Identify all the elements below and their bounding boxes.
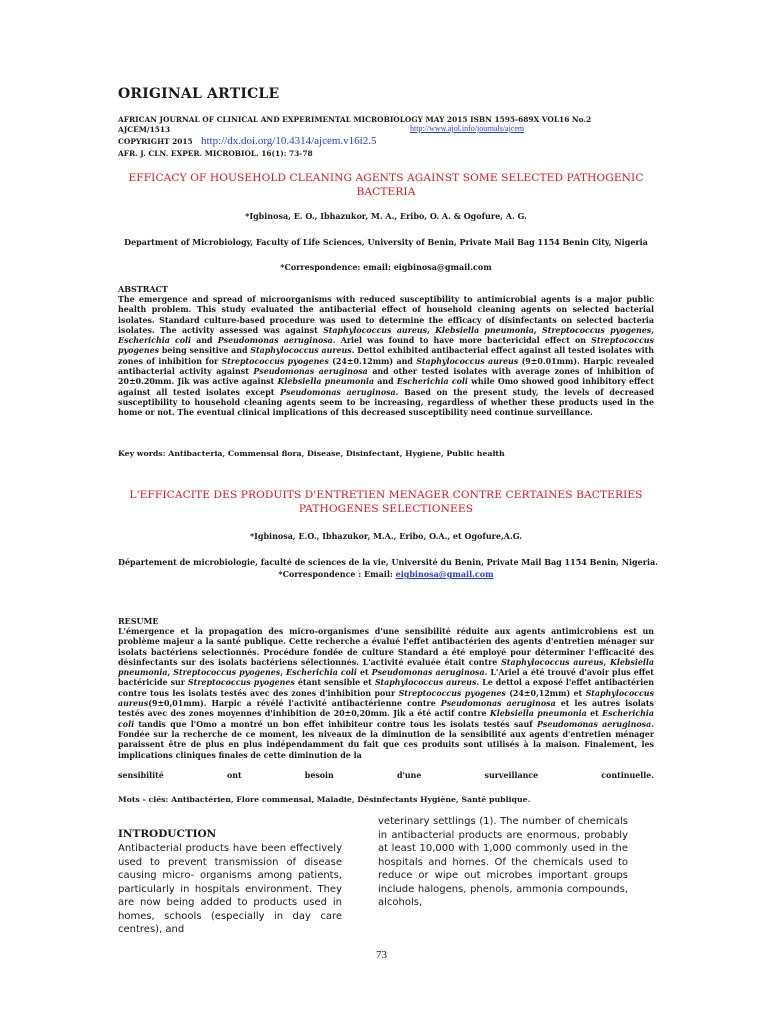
ajcem-id: AJCEM/1513 <box>118 125 171 134</box>
french-title-line-2: PATHOGENES SELECTIONEES <box>298 503 474 515</box>
introduction-column-1: Antibacterial products have been effectively used to prevent transmission of disease causing micro- organisms among patients, particularly in hospitals environment. They are now being added to products used in homes, schools (especially in day care centres), and <box>118 843 342 935</box>
article-type-heading: ORIGINAL ARTICLE <box>118 86 280 102</box>
journal-line: AFRICAN JOURNAL OF CLINICAL AND EXPERIMENTAL MICROBIOLOGY MAY 2015 ISBN 1595-689X VOL16 No.2 <box>118 115 592 124</box>
french-title-line-1: L'EFFICACITE DES PRODUITS D'ENTRETIEN MENAGER CONTRE CERTAINES BACTERIES <box>129 489 643 501</box>
page-number: 73 <box>376 949 387 961</box>
english-keywords: Key words: Antibacteria, Commensal flora, Disease, Disinfectant, Hygiene, Public health <box>118 449 505 458</box>
french-affiliation: Département de microbiologie, faculté de sciences de la vie, Université du Benin, Private Mail Bag 1154 Benin, Nigeria. <box>118 557 658 567</box>
french-authors: *Igbinosa, E.O., Ibhazukor, M.A., Eribo, O.A., et Ogofure,A.G. <box>249 531 523 541</box>
citation: AFR. J. CLN. EXPER. MICROBIOL. 16(1): 73-78 <box>118 149 313 158</box>
resume-body: L'émergence et la propagation des micro-organismes d'une sensibilité réduite aux agents antimicrobiens est un problème majeur a la santé publique. Cette recherche a évalué l'effet antibactérien des agents d'entretien ménager sur isolats bactériens selectionnés. Procédure fondée de culture Standard a été employé pour déterminer l'efficacité des désinfectants sur des isolats bactériens sélectionnés. L'activité evaluée était contre Staphylococcus aureus, Klebsiella pneumonia, Streptococcus pyogenes, Escherichia coli et Pseudomonas aeruginosa. L'Ariel a été trouvé d'avoir plus effet bactéricide sur Streptococcus pyogenes étant sensible et Staphylococcus aureus. Le dettol a exposé l'effet antibactérien contre tous les isolats testés avec des zones d'inhibition pour Streptococcus pyogenes (24±0,12mm) et Staphylococcus aureus(9±0,01mm). Harpic a révélé l'activité antibactérienne contre Pseudomonas aeruginosa et les autres isolats testés avec des zones moyennes d'inhibition de 20±0,20mm. Jik a été actif contre Klebsiella pneumonia et Escherichia coli tandis que l'Omo a montré un bon effet inhibiteur contre tous les isolats testés sauf Pseudomonas aeruginosa. Fondée sur la recherche de ce moment, les niveaux de la diminution de la sensibilité aux agents d'entretien ménager paraissent être de plus en plus indépendamment du fait que ces produits sont utilisés à la maison. Finalement, les implications cliniques finales de cette diminution de la <box>118 627 654 760</box>
english-title <box>118 171 654 199</box>
english-title-line-1: EFFICACY OF HOUSEHOLD CLEANING AGENTS AGAINST SOME SELECTED PATHOGENIC <box>128 172 644 184</box>
abstract-body: The emergence and spread of microorganisms with reduced susceptibility to antimicrobial agents is a major public health problem. This study evaluated the antibacterial effect of household cleaning agents on selected bacterial isolates. Standard culture-based procedure was used to determine the efficacy of disinfectants on selected bacteria isolates. The activity assessed was against Staphylococcus aureus, Klebsiella pneumonia, Streptococcus pyogenes, Escherichia coli and Pseudomonas aeruginosa. Ariel was found to have more bactericidal effect on Streptococcus pyogenes being sensitive and Staphylococcus aureus. Dettol exhibited antibacterial effect against all tested isolates with zones of inhibition for Streptococcus pyogenes (24±0.12mm) and Staphylococcus aureus (9±0.01mm). Harpic revealed antibacterial activity against Pseudomonas aeruginosa and other tested isolates with average zones of inhibition of 20±0.20mm. Jik was active against Klebsiella pneumonia and Escherichia coli while Omo showed good inhibitory effect against all tested isolates except Pseudomonas aeruginosa. Based on the present study, the levels of decreased susceptibility to household cleaning agents seem to be increasing, regardless of whether these products used in the home or not. The eventual clinical implications of this decreased susceptibility need continue surveillance. <box>118 295 654 418</box>
doi-link[interactable]: http://dx.doi.org/10.4314/ajcem.v16i2.5 <box>201 135 377 147</box>
introduction-column-2: veterinary settlings (1). The number of chemicals in antibacterial products are enormous, probably at least 10,000 with 1,000 commonly used in the hospitals and homes. Of the chemicals used to reduce or wipe out microbes important groups include halogens, phenols, ammonia compounds, alcohols, <box>378 816 628 908</box>
resume-heading: RESUME <box>118 616 159 626</box>
introduction-heading: INTRODUCTION <box>118 828 217 840</box>
english-correspondence: *Correspondence: email: eigbinosa@gmail.com <box>280 262 492 272</box>
french-correspondence: *Correspondence : Email: eigbinosa@gmail.com <box>278 569 494 579</box>
resume-last-line: sensibilité ont besoin d'une surveillance continuelle. <box>118 771 654 780</box>
abstract-heading: ABSTRACT <box>118 284 168 294</box>
correspondence-email-link[interactable]: eigbinosa@gmail.com <box>395 569 494 579</box>
english-affiliation: Department of Microbiology, Faculty of Life Sciences, University of Benin, Private Mail Bag 1154 Benin City, Nigeria <box>124 237 648 247</box>
ajol-link[interactable]: http://www.ajol.info/journals/ajcem <box>410 124 525 133</box>
copyright: COPYRIGHT 2015 <box>118 137 193 146</box>
french-keywords: Mots - clés: Antibactérien, Flore commensal, Maladie, Désinfectants Hygiène, Santé publique. <box>118 795 531 804</box>
english-authors: *Igbinosa, E. O., Ibhazukor, M. A., Eribo, O. A. & Ogofure, A. G. <box>245 211 527 221</box>
english-title-line-2: BACTERIA <box>356 186 416 198</box>
french-title <box>118 488 654 516</box>
